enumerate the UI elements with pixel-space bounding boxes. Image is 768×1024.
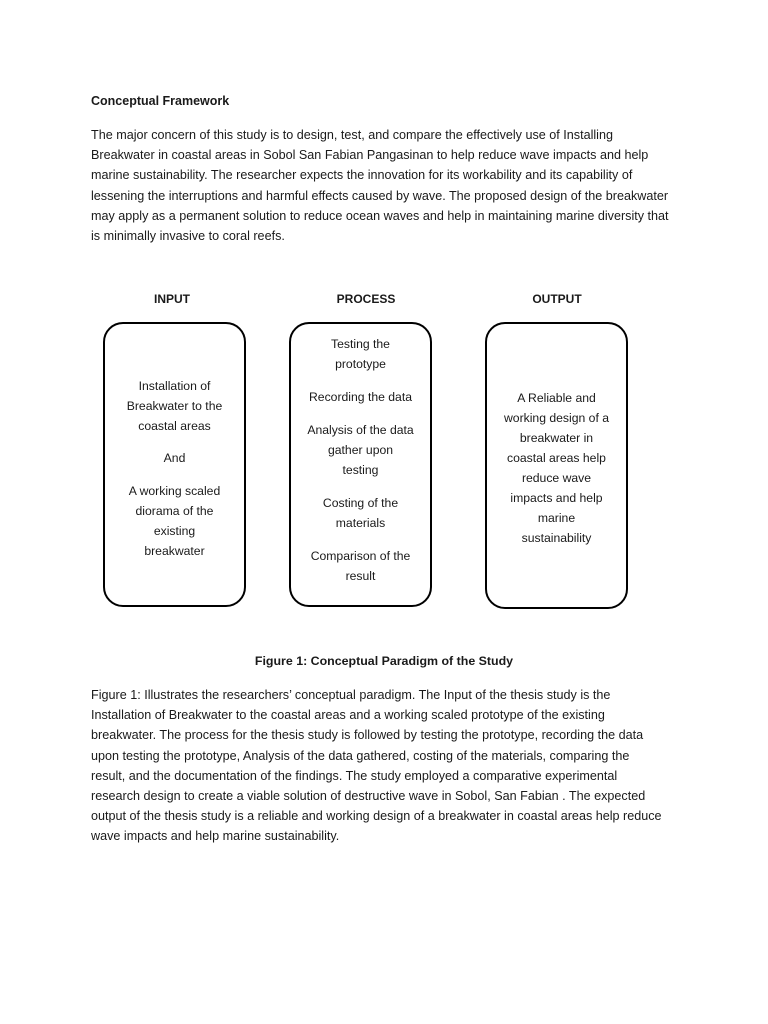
- intro-line: is minimally invasive to coral reefs.: [91, 229, 285, 244]
- output-line: coastal areas help: [507, 451, 606, 465]
- process-block: [299, 387, 422, 407]
- explanation-line: breakwater. The process for the thesis study is followed by testing the prototype, recording the data: [91, 728, 644, 743]
- explanation-paragraph: [91, 685, 691, 847]
- input-header: INPUT: [154, 292, 190, 306]
- process-block: [299, 334, 422, 374]
- process-line: materials: [335, 516, 386, 530]
- process-line: Comparison of the: [310, 549, 411, 563]
- process-line: Testing the: [331, 337, 390, 351]
- process-line: Recording the data: [309, 390, 412, 404]
- intro-paragraph: [91, 125, 691, 246]
- input-line: breakwater: [144, 544, 205, 558]
- intro-line: lessening the interruptions and harmful effects caused by wave. The proposed design of the breakwater: [91, 188, 669, 203]
- input-line: Installation of: [138, 379, 211, 393]
- output-block: [495, 388, 618, 548]
- output-line: A Reliable and: [517, 391, 596, 405]
- section-heading: Conceptual Framework: [91, 94, 230, 108]
- input-block: [113, 376, 236, 436]
- output-line: marine: [537, 511, 576, 525]
- explanation-line: Figure 1: Illustrates the researchers’ conceptual paradigm. The Input of the thesis study is the: [91, 688, 611, 702]
- intro-line: marine sustainability. The researcher expects the innovation for its workability and its capability of: [91, 168, 633, 183]
- input-block: [113, 481, 236, 561]
- explanation-line: Installation of Breakwater to the coastal areas and a working scaled prototype of the existing: [91, 708, 605, 723]
- process-line: prototype: [335, 357, 386, 371]
- process-line: result: [345, 569, 376, 583]
- process-line: Costing of the: [322, 496, 399, 510]
- process-line: gather upon: [327, 443, 394, 457]
- input-line: diorama of the: [135, 504, 214, 518]
- output-line: impacts and help: [510, 491, 603, 505]
- output-box: [485, 322, 628, 609]
- explanation-line: upon testing the prototype, Analysis of the data gathered, costing of the materials, comparing the: [91, 748, 630, 763]
- process-line: Analysis of the data: [307, 423, 414, 437]
- input-line: coastal areas: [138, 419, 211, 433]
- process-block: [299, 420, 422, 480]
- input-line: Breakwater to the: [126, 399, 223, 413]
- explanation-line: output of the thesis study is a reliable and working design of a breakwater in coastal areas help reduce: [91, 809, 662, 824]
- input-line: A working scaled: [128, 484, 221, 498]
- intro-line: may apply as a permanent solution to reduce ocean waves and help in maintaining marine diversity that: [91, 208, 669, 223]
- intro-line: The major concern of this study is to design, test, and compare the effectively use of Installing: [91, 128, 613, 142]
- input-box: [103, 322, 246, 607]
- process-header: PROCESS: [336, 292, 396, 306]
- explanation-line: research design to create a viable solution of destructive wave in Sobol, San Fabian . The expected: [91, 789, 646, 804]
- output-header: OUTPUT: [532, 292, 582, 306]
- figure-caption: [0, 654, 768, 668]
- input-block: [113, 448, 236, 468]
- input-line: existing: [153, 524, 196, 538]
- explanation-line: wave impacts and help marine sustainability.: [91, 829, 340, 844]
- output-line: sustainability: [521, 531, 592, 545]
- process-block: [299, 493, 422, 533]
- process-block: [299, 546, 422, 586]
- figure-caption-text: Figure 1: Conceptual Paradigm of the Study: [254, 654, 514, 668]
- explanation-line: result, and the documentation of the findings. The study employed a comparative experimental: [91, 768, 618, 783]
- intro-line: Breakwater in coastal areas in Sobol San Fabian Pangasinan to help reduce wave impacts and help: [91, 148, 649, 163]
- process-box: [289, 322, 432, 607]
- process-line: testing: [342, 463, 379, 477]
- output-line: working design of a: [503, 411, 609, 425]
- output-line: reduce wave: [521, 471, 592, 485]
- input-line: And: [163, 451, 186, 465]
- output-line: breakwater in: [519, 431, 594, 445]
